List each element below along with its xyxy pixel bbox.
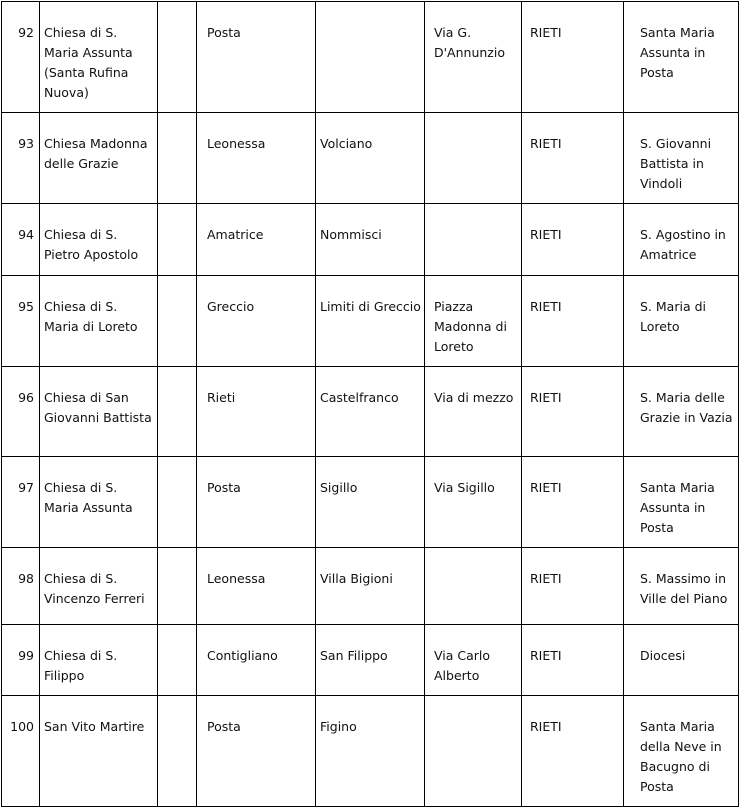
row-number (2, 696, 40, 807)
parish-cell-text: S. Agostino in Amatrice (640, 227, 726, 262)
churches-table (1, 1, 739, 807)
church-name-text: Chiesa di S. Filippo (44, 648, 118, 683)
diocese-cell-text: RIETI (530, 25, 562, 40)
address-cell (425, 625, 522, 696)
comune-cell-text: Leonessa (207, 136, 266, 151)
diocese-cell-text: RIETI (530, 719, 562, 734)
table-row (2, 276, 739, 367)
localita-cell-text: San Filippo (320, 648, 388, 663)
address-cell (425, 113, 522, 204)
church-name (40, 2, 158, 113)
diocese-cell-text: RIETI (530, 648, 562, 663)
comune-cell-text: Leonessa (207, 571, 266, 586)
empty-cell (158, 625, 197, 696)
table-row (2, 2, 739, 113)
comune-cell (197, 113, 316, 204)
church-name (40, 367, 158, 457)
row-number-text: 100 (10, 719, 34, 734)
empty-cell (158, 548, 197, 625)
parish-cell (624, 548, 739, 625)
localita-cell-text: Villa Bigioni (320, 571, 393, 586)
table-row (2, 625, 739, 696)
comune-cell-text: Amatrice (207, 227, 264, 242)
row-number (2, 204, 40, 276)
row-number (2, 548, 40, 625)
church-name (40, 204, 158, 276)
empty-cell-text (158, 204, 196, 225)
comune-cell (197, 696, 316, 807)
row-number-text: 97 (18, 480, 34, 495)
diocese-cell (522, 2, 624, 113)
empty-cell-text (158, 367, 196, 388)
localita-cell (316, 548, 425, 625)
table-row (2, 204, 739, 276)
empty-cell (158, 2, 197, 113)
diocese-cell (522, 276, 624, 367)
empty-cell-text (158, 548, 196, 569)
comune-cell (197, 548, 316, 625)
empty-cell (158, 276, 197, 367)
diocese-cell-text: RIETI (530, 571, 562, 586)
row-number (2, 625, 40, 696)
parish-cell-text: S. Maria di Loreto (640, 299, 706, 334)
church-name-text: Chiesa di S. Pietro Apostolo (44, 227, 139, 262)
parish-cell-text: Santa Maria Assunta in Posta (640, 480, 715, 535)
row-number-text: 95 (18, 299, 34, 314)
diocese-cell (522, 204, 624, 276)
localita-cell-text: Nommisci (320, 227, 382, 242)
address-cell (425, 204, 522, 276)
localita-cell-text: Sigillo (320, 480, 358, 495)
church-name (40, 696, 158, 807)
localita-cell-text: Limiti di Greccio (320, 299, 421, 314)
diocese-cell-text: RIETI (530, 390, 562, 405)
address-cell (425, 696, 522, 807)
parish-cell (624, 2, 739, 113)
localita-cell (316, 276, 425, 367)
empty-cell-text (158, 2, 196, 23)
table-row (2, 696, 739, 807)
address-cell-text: Via di mezzo (434, 390, 514, 405)
parish-cell (624, 696, 739, 807)
localita-cell-text: Volciano (320, 136, 373, 151)
address-cell (425, 457, 522, 548)
address-cell-text: Via G. D'Annunzio (434, 25, 505, 60)
row-number-text: 92 (18, 25, 34, 40)
parish-cell-text: S. Maria delle Grazie in Vazia (640, 390, 733, 425)
church-name-text: Chiesa Madonna delle Grazie (44, 136, 148, 171)
comune-cell (197, 2, 316, 113)
table-body (2, 2, 739, 807)
comune-cell (197, 625, 316, 696)
comune-cell-text: Rieti (207, 390, 236, 405)
empty-cell-text (158, 696, 196, 717)
diocese-cell-text: RIETI (530, 227, 562, 242)
row-number (2, 457, 40, 548)
church-name (40, 276, 158, 367)
comune-cell-text: Contigliano (207, 648, 278, 663)
empty-cell-text (158, 625, 196, 646)
church-name-text: Chiesa di S. Maria Assunta (Santa Rufina Nuova) (44, 25, 133, 100)
localita-cell (316, 457, 425, 548)
diocese-cell (522, 625, 624, 696)
localita-cell (316, 625, 425, 696)
table-row (2, 548, 739, 625)
row-number (2, 367, 40, 457)
address-cell-text: Via Sigillo (434, 480, 495, 495)
diocese-cell (522, 548, 624, 625)
comune-cell-text: Posta (207, 25, 241, 40)
comune-cell (197, 367, 316, 457)
table-row (2, 367, 739, 457)
parish-cell (624, 204, 739, 276)
church-name-text: Chiesa di S. Maria di Loreto (44, 299, 138, 334)
empty-cell-text (158, 113, 196, 134)
parish-cell (624, 276, 739, 367)
parish-cell-text: Santa Maria della Neve in Bacugno di Posta (640, 719, 722, 794)
row-number-text: 94 (18, 227, 34, 242)
church-name-text: Chiesa di S. Vincenzo Ferreri (44, 571, 145, 606)
localita-cell (316, 113, 425, 204)
comune-cell (197, 276, 316, 367)
church-name-text: San Vito Martire (44, 719, 145, 734)
localita-cell (316, 2, 425, 113)
address-cell-text (425, 204, 521, 225)
address-cell-text (425, 696, 521, 717)
localita-cell (316, 696, 425, 807)
address-cell-text: Piazza Madonna di Loreto (434, 299, 507, 354)
row-number-text: 98 (18, 571, 34, 586)
parish-cell-text: Diocesi (640, 648, 686, 663)
comune-cell-text: Posta (207, 480, 241, 495)
diocese-cell-text: RIETI (530, 299, 562, 314)
diocese-cell-text: RIETI (530, 136, 562, 151)
empty-cell-text (158, 276, 196, 297)
church-name-text: Chiesa di San Giovanni Battista (44, 390, 152, 425)
parish-cell (624, 367, 739, 457)
church-name (40, 625, 158, 696)
parish-cell (624, 625, 739, 696)
address-cell (425, 2, 522, 113)
empty-cell-text (158, 457, 196, 478)
comune-cell-text: Greccio (207, 299, 255, 314)
localita-cell-text (316, 2, 424, 23)
diocese-cell-text: RIETI (530, 480, 562, 495)
church-name (40, 113, 158, 204)
row-number-text: 93 (18, 136, 34, 151)
table-row (2, 457, 739, 548)
diocese-cell (522, 457, 624, 548)
empty-cell (158, 696, 197, 807)
parish-cell-text: S. Massimo in Ville del Piano (640, 571, 728, 606)
empty-cell (158, 113, 197, 204)
localita-cell (316, 204, 425, 276)
comune-cell (197, 204, 316, 276)
diocese-cell (522, 367, 624, 457)
localita-cell-text: Castelfranco (320, 390, 399, 405)
localita-cell-text: Figino (320, 719, 357, 734)
empty-cell (158, 204, 197, 276)
address-cell (425, 367, 522, 457)
diocese-cell (522, 113, 624, 204)
address-cell (425, 548, 522, 625)
church-name (40, 548, 158, 625)
address-cell-text: Via Carlo Alberto (434, 648, 491, 683)
empty-cell (158, 367, 197, 457)
address-cell-text (425, 113, 521, 134)
row-number (2, 2, 40, 113)
row-number-text: 96 (18, 390, 34, 405)
empty-cell (158, 457, 197, 548)
row-number-text: 99 (18, 648, 34, 663)
row-number (2, 113, 40, 204)
table-row (2, 113, 739, 204)
church-name-text: Chiesa di S. Maria Assunta (44, 480, 133, 515)
row-number (2, 276, 40, 367)
address-cell-text (425, 548, 521, 569)
comune-cell-text: Posta (207, 719, 241, 734)
parish-cell (624, 113, 739, 204)
comune-cell (197, 457, 316, 548)
parish-cell-text: Santa Maria Assunta in Posta (640, 25, 715, 80)
parish-cell (624, 457, 739, 548)
church-name (40, 457, 158, 548)
localita-cell (316, 367, 425, 457)
diocese-cell (522, 696, 624, 807)
address-cell (425, 276, 522, 367)
parish-cell-text: S. Giovanni Battista in Vindoli (640, 136, 712, 191)
